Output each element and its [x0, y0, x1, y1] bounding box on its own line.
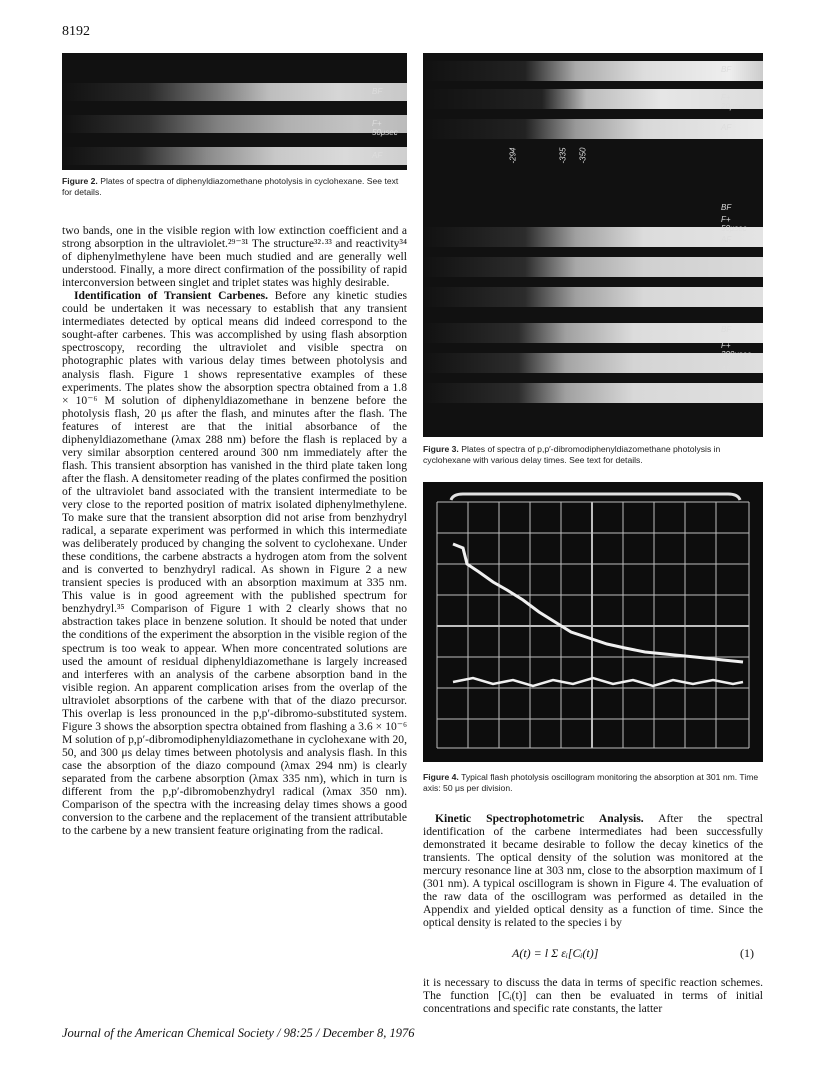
journal-footer: Journal of the American Chemical Society / 98:25 / December 8, 1976: [62, 1026, 415, 1040]
left-column-text: [62, 224, 407, 1014]
section-heading-identification: Identification of Transient Carbenes.: [74, 289, 269, 303]
figure-3-caption: [423, 444, 763, 466]
figure-3-panel-2-label-af: AF: [721, 235, 732, 244]
figure-4-caption-label: Figure 4.: [423, 772, 459, 782]
figure-2-caption-label: Figure 2.: [62, 176, 98, 186]
left-paragraph-2-text: Before any kinetic studies could be undertaken it was necessary to establish that any transient intermediates detected by optical means did indeed correspond to the sought-after carbenes. This was accomplished by using flash absorption spectroscopy, recording the ultraviolet and visible spectra on photographic plates with various delay times between photolysis and analysis flash. Figure 1 shows representative examples of these experiments. The plates show the absorption spectra obtained from a 1.8 × 10⁻⁶ M solution of diphenyldiazomethane in benzene before the photolysis flash, 20 μs after the flash, and minutes after the flash. The features of interest are that the initial absorbance of the diphenyldiazomethane (λmax 288 nm) before the flash is replaced by a very similar absorption centered around 300 nm immediately after the flash. This transient absorption has vanished in the third plate taken long after the flash. A densitometer reading of the plates confirmed the position of the ultraviolet band associated with the transient intermediate to be very close to the reported position of matrix isolated diphenylmethylene. To make sure that the transient absorption did not arise from benzhydryl radical, a separate experiment was performed in which this intermediate was deliberately produced by changing the solvent to cyclohexane. Under these conditions, the carbene abstracts a hydrogen atom from the solvent and is converted to benzhydryl radical. As shown in Figure 2 a new transient species is produced with an absorption maximum at 335 nm. This value is in good agreement with the published spectrum for benzhydryl.³⁵ Comparison of Figure 1 with 2 clearly shows that no abstraction takes place in benzene solution. It should be noted that under the conditions of the experiment the absorption in the visible region of the spectrum is too weak to appear. When more concentrated solutions are used the amount of residual diphenyldiazomethane is largely increased and interferes with an analysis of the carbene absorption band in the visible region. An apparent complication arises from the overlap of the ultraviolet absorptions of the carbene with that of the diazo precursor. This overlap is less pronounced in the p,p′-dibromo-substituted system. Figure 3 shows the absorption spectra obtained from flashing a 3.6 × 10⁻⁶ M solution of p,p′-dibromodiphenyldiazomethane in cyclohexane with 20, 50, and 300 μs delay times between photolysis and analysis flash. In this case the absorption of the diazo compound (λmax 294 nm) is clearly separated from the carbene absorption (λmax 335 nm), which in turn is different from the p,p′-dibromobenzhydryl radical (λmax 350 nm). Comparison of the spectra with the increasing delay times shows a good conversion to the carbene and the replacement of the transient attributable to the carbene by a new transient feature originating from the radical.: [62, 289, 407, 838]
figure-4-image: [423, 482, 763, 762]
figure-3-panel-1-label-f: F+ 20μsec: [721, 93, 747, 111]
figure-2-caption-text: Plates of spectra of diphenyldiazomethane photolysis in cyclohexane. See text for details.: [62, 176, 399, 197]
right-paragraph-2: it is necessary to discuss the data in terms of specific reaction schemes. The function [Cᵢ(t)] can then be evaluated in terms of initial concentrations and specific rate constants, the latter: [423, 976, 763, 1016]
figure-3-caption-label: Figure 3.: [423, 444, 459, 454]
figure-2-label-af: AF: [372, 151, 383, 160]
right-column-text: [423, 812, 763, 929]
oscillogram-graphic: [423, 482, 763, 762]
figure-3-panel-1-label-bf: BF: [721, 65, 732, 74]
figure-2-label-bf: BF: [372, 87, 383, 96]
figure-2-caption: [62, 176, 407, 198]
left-paragraph-1: two bands, one in the visible region with low extinction coefficient and a strong absorption in the ultraviolet.²⁹⁻³¹ The structure³²·³³ and reactivity³⁴ of diphenylmethylene have been much studied and are generally well understood. Finally, a more direct confirmation of the possibility of rapid interconversion between singlet and triplet states was highly desirable.: [62, 224, 407, 290]
page-number: 8192: [62, 24, 90, 39]
figure-3-panel-3-label-af: AF: [721, 365, 732, 374]
left-paragraph-2: [62, 289, 407, 837]
figure-4-caption: [423, 772, 763, 794]
figure-2-image: [62, 53, 407, 170]
figure-3-tick-label-350: -350: [578, 147, 588, 164]
right-column-text-continued: [423, 976, 763, 1015]
figure-3-panel-2-label-bf: BF: [721, 203, 732, 212]
figure-3-tick-label-294: -294: [508, 147, 518, 164]
right-paragraph-1-text: After the spectral identification of the carbene intermediates had been successfully demonstrated it became desirable to follow the decay kinetics of the transients. The optical density of the solution was monitored at the mercury resonance line at 303 nm, close to the absorption maximum of I (301 nm). A typical oscillogram is shown in Figure 4. The evaluation of the raw data of the oscillogram was performed as detailed in the Appendix and yielded optical density as a function of time. Since the optical density is related to the species i by: [423, 812, 763, 930]
figure-4-caption-text: Typical flash photolysis oscillogram monitoring the absorption at 301 nm. Time axis: 50 μs per division.: [423, 772, 759, 793]
figure-2-label-f: F+ 50μsec: [372, 119, 398, 137]
equation-number: (1): [740, 946, 754, 960]
figure-3-panel-3-label-bf: BF: [721, 325, 732, 334]
figure-3-caption-text: Plates of spectra of p,p′-dibromodiphenyldiazomethane photolysis in cyclohexane with various delay times. See text for details.: [423, 444, 721, 465]
right-paragraph-1: [423, 812, 763, 929]
figure-3-panel-1-label-af: AF: [721, 123, 732, 132]
equation-1: A(t) = l Σ εᵢ[Cᵢ(t)]: [512, 946, 599, 960]
figure-3-image: [423, 53, 763, 437]
figure-3-panel-2-label-f: F+ 50μsec: [721, 215, 747, 233]
section-heading-kinetic: Kinetic Spectrophotometric Analysis.: [435, 812, 644, 825]
figure-3-panel-3-label-f: F+ 300μsec: [721, 341, 752, 359]
figure-3-tick-label-335: -335: [558, 147, 568, 164]
